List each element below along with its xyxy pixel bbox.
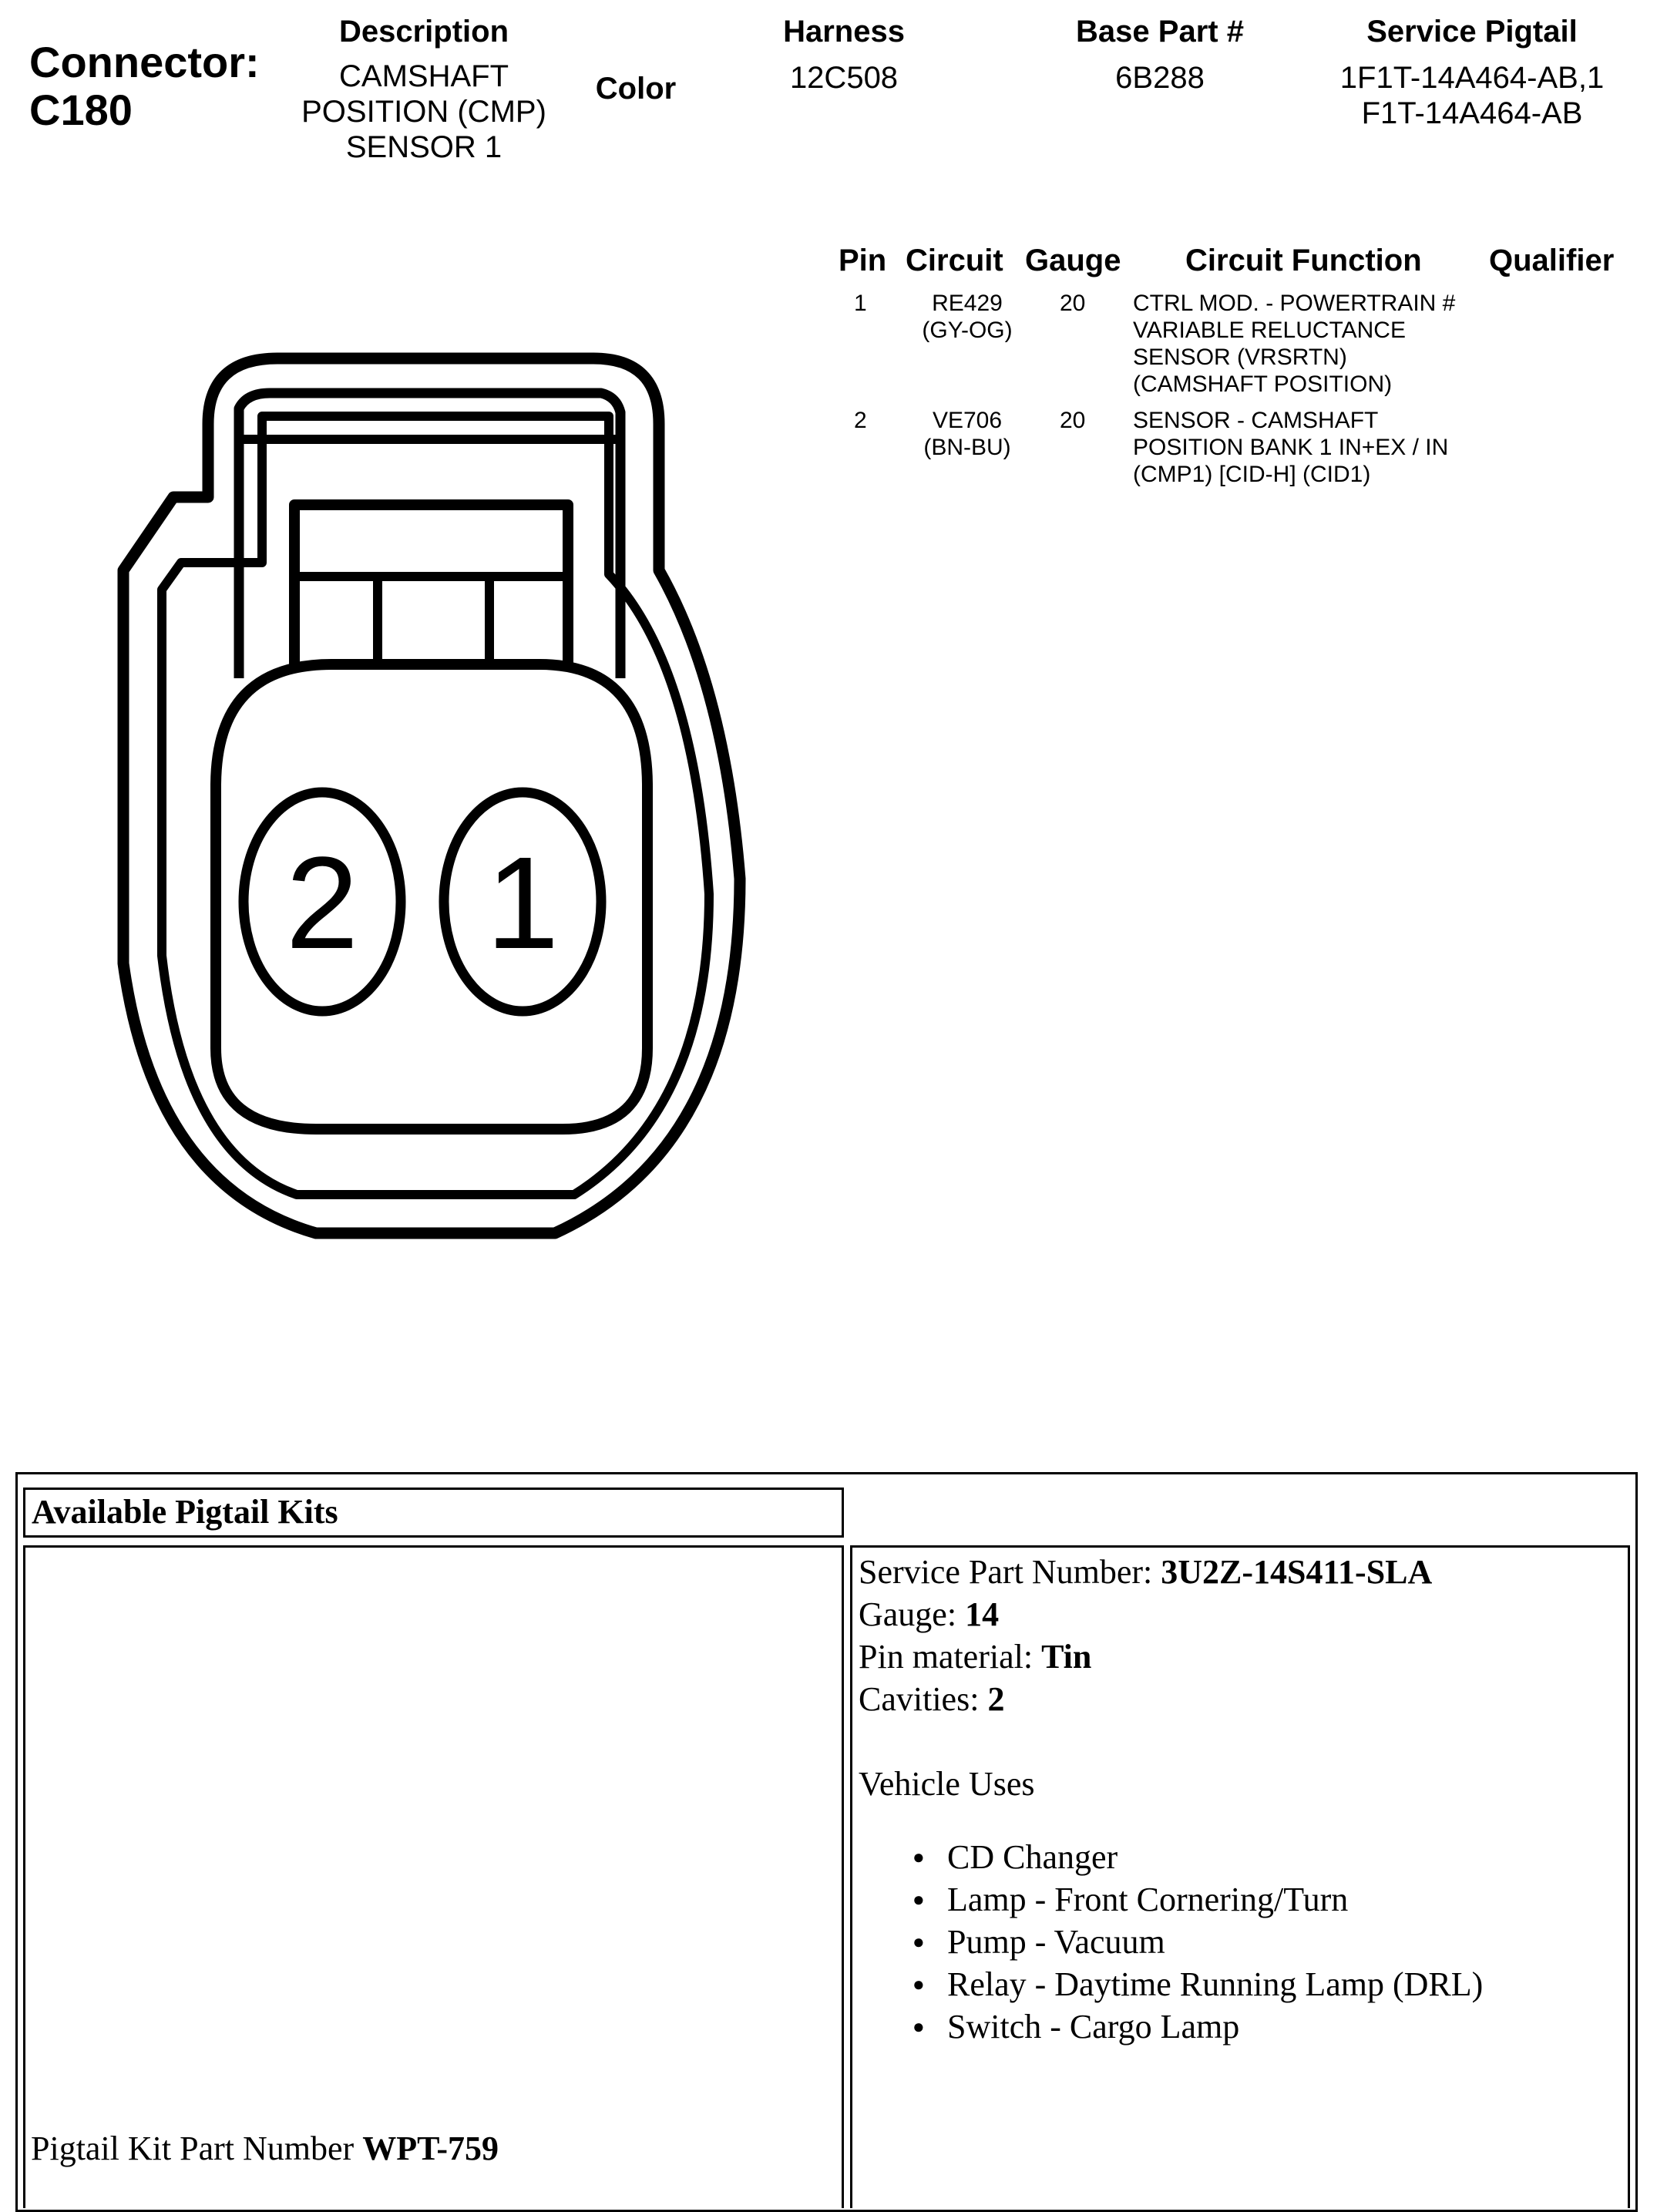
service-pigtail-value: 1F1T-14A464-AB,1F1T-14A464-AB xyxy=(1339,61,1605,130)
connector-face-diagram xyxy=(108,339,771,1249)
service-part-label: Service Part Number: xyxy=(859,1553,1161,1591)
pin-housing xyxy=(216,664,647,1129)
list-item: ● Switch - Cargo Lamp xyxy=(947,2005,1628,2048)
list-item: ● CD Changer xyxy=(947,1836,1628,1878)
pin-material-value: Tin xyxy=(1041,1638,1092,1676)
service-part-value: 3U2Z-14S411-SLA xyxy=(1161,1553,1433,1591)
base-part-value: 6B288 xyxy=(1115,61,1205,95)
list-item: ● Lamp - Front Cornering/Turn xyxy=(947,1878,1628,1921)
pin-2-label: 2 xyxy=(285,830,359,977)
cavities-label: Cavities: xyxy=(859,1680,988,1718)
circuit-function-line: CTRL MOD. - POWERTRAIN # xyxy=(1133,291,1456,316)
cavities-line xyxy=(859,1678,1628,1720)
connector-label xyxy=(29,39,260,134)
circuit-function-header: Circuit Function xyxy=(1185,244,1422,277)
base-part-column xyxy=(1040,14,1279,96)
vehicle-uses-list xyxy=(859,1836,1628,2048)
pigtail-kit-image-panel xyxy=(23,1545,844,2208)
service-part-number-line xyxy=(859,1551,1628,1593)
kit-part-label: Pigtail Kit Part Number xyxy=(31,2130,363,2167)
connector-id: C180 xyxy=(29,86,133,134)
qualifier-header: Qualifier xyxy=(1489,244,1615,277)
pin-material-line xyxy=(859,1635,1628,1678)
gauge-value: 20 xyxy=(1060,408,1086,433)
circuit-header: Circuit xyxy=(906,244,1003,277)
list-item: ● Relay - Daytime Running Lamp (DRL) xyxy=(947,1963,1628,2005)
description-header: Description xyxy=(338,15,509,49)
circuit-id: VE706 xyxy=(932,408,1003,433)
list-item: ● Pump - Vacuum xyxy=(947,1921,1628,1963)
harness-value: 12C508 xyxy=(789,61,899,95)
gauge-line xyxy=(859,1593,1628,1635)
pin-1-label: 1 xyxy=(486,830,560,977)
circuit-function-line: POSITION BANK 1 IN+EX / IN xyxy=(1133,435,1449,460)
circuit-function-line: SENSOR (VRSRTN) xyxy=(1133,345,1347,370)
circuit-function-line: SENSOR - CAMSHAFT xyxy=(1133,408,1379,433)
color-column xyxy=(570,71,701,106)
service-pigtail-header: Service Pigtail xyxy=(1366,15,1578,49)
pigtail-kits-title: Available Pigtail Kits xyxy=(23,1488,844,1538)
description-column xyxy=(285,14,563,165)
harness-column xyxy=(740,14,948,96)
pigtail-kit-part-number xyxy=(31,2127,499,2170)
circuit-color: (GY-OG) xyxy=(922,318,1013,343)
cavities-value: 2 xyxy=(987,1680,1005,1718)
pin-number: 1 xyxy=(854,291,867,316)
description-value: CAMSHAFT POSITION (CMP) SENSOR 1 xyxy=(301,59,546,164)
pin-number: 2 xyxy=(854,408,867,433)
vehicle-uses-heading: Vehicle Uses xyxy=(859,1765,1035,1803)
pigtail-kit-details xyxy=(850,1545,1630,2208)
gauge-value: 20 xyxy=(1060,291,1086,316)
circuit-function-line: (CAMSHAFT POSITION) xyxy=(1133,371,1393,397)
pin-header: Pin xyxy=(839,244,887,277)
color-header: Color xyxy=(595,72,677,106)
circuit-id: RE429 xyxy=(932,291,1003,316)
gauge-label: Gauge: xyxy=(859,1595,966,1633)
gauge-value: 14 xyxy=(965,1595,1000,1633)
harness-header: Harness xyxy=(783,15,905,49)
circuit-function-line: (CMP1) [CID-H] (CID1) xyxy=(1133,462,1371,487)
pin-material-label: Pin material: xyxy=(859,1638,1042,1676)
service-pigtail-column xyxy=(1326,14,1618,131)
circuit-function-line: VARIABLE RELUCTANCE xyxy=(1133,318,1406,343)
gauge-header: Gauge xyxy=(1025,244,1121,277)
base-part-header: Base Part # xyxy=(1076,15,1244,49)
circuit-color: (BN-BU) xyxy=(923,435,1011,460)
kit-part-value: WPT-759 xyxy=(362,2130,499,2167)
connector-label-text: Connector: xyxy=(29,38,260,86)
